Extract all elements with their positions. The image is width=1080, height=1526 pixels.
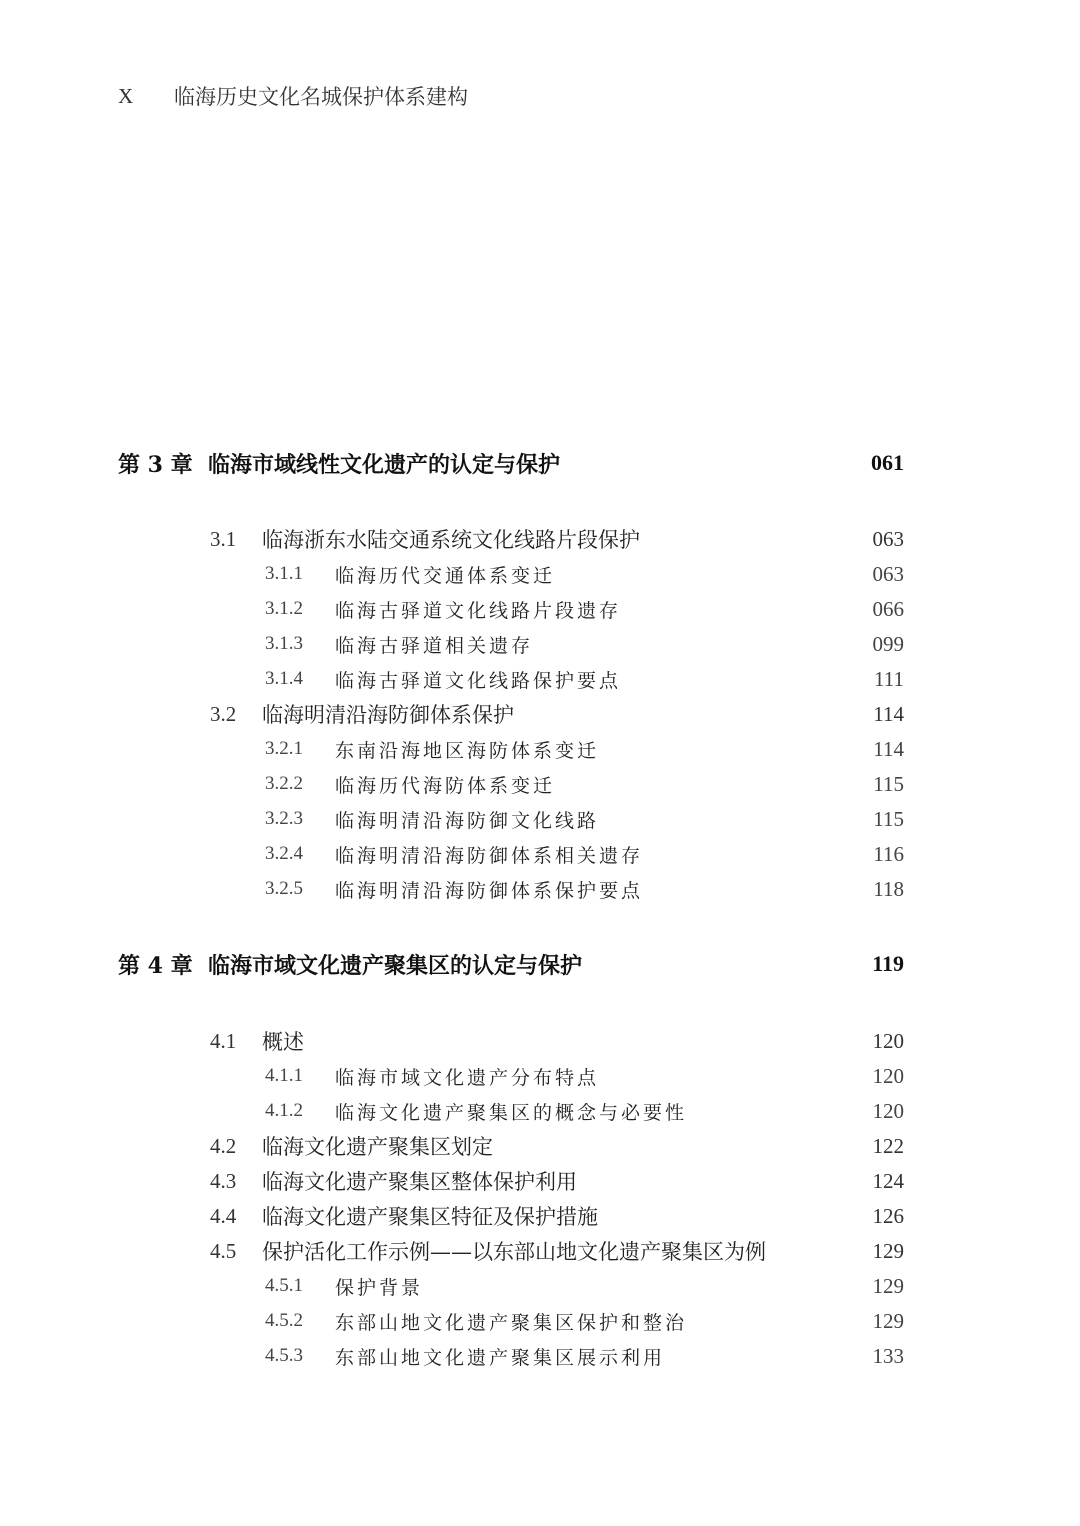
toc-sub-row xyxy=(265,872,904,906)
toc-sub-row xyxy=(265,592,904,626)
toc-entry-number: 3.2.2 xyxy=(265,773,303,794)
toc-entry-number: 4.2 xyxy=(210,1133,237,1158)
toc-entry-page: 115 xyxy=(873,806,904,831)
toc-entry-page: 118 xyxy=(873,876,904,901)
toc-entry-title: 临海浙东水陆交通系统文化线路片段保护 xyxy=(262,528,640,552)
toc-entry-title: 临海市域文化遗产聚集区的认定与保护 xyxy=(208,952,583,979)
toc-entry-page: 114 xyxy=(873,701,904,726)
page-folio: X xyxy=(118,83,134,108)
toc-entry-page: 122 xyxy=(872,1133,904,1158)
toc-entry-title: 临海明清沿海防御体系相关遗存 xyxy=(335,844,644,867)
toc-entry-number: 3.1.4 xyxy=(265,668,303,689)
toc-chapter-row xyxy=(118,944,904,984)
toc-entry-number: 4.5.2 xyxy=(265,1310,303,1331)
toc-section-row xyxy=(210,1199,904,1233)
toc-chapter-row xyxy=(118,443,904,483)
toc-entry-title: 保护活化工作示例——以东部山地文化遗产聚集区为例 xyxy=(262,1240,766,1264)
toc-entry-title: 东南沿海地区海防体系变迁 xyxy=(335,739,600,762)
toc-entry-title: 临海明清沿海防御文化线路 xyxy=(335,809,600,832)
toc-entry-page: 099 xyxy=(872,631,904,656)
toc-entry-page: 124 xyxy=(872,1168,904,1193)
toc-entry-page: 115 xyxy=(873,771,904,796)
toc-section-row xyxy=(210,1234,904,1268)
toc-entry-number: 3.2.4 xyxy=(265,843,303,864)
toc-entry-title: 临海文化遗产聚集区的概念与必要性 xyxy=(335,1101,688,1124)
toc-entry-page: 126 xyxy=(872,1203,904,1228)
toc-entry-number: 3.2.3 xyxy=(265,808,303,829)
toc-section-row xyxy=(210,1129,904,1163)
toc-entry-number: 3.2.5 xyxy=(265,878,303,899)
running-header xyxy=(118,80,468,112)
toc-entry-page: 120 xyxy=(872,1028,904,1053)
toc-entry-number: 3.1 xyxy=(210,526,237,551)
toc-sub-row xyxy=(265,1339,904,1373)
toc-entry-title: 临海历代海防体系变迁 xyxy=(335,774,556,797)
toc-sub-row xyxy=(265,1304,904,1338)
toc-entry-page: 063 xyxy=(872,526,904,551)
toc-entry-number: 3.1.2 xyxy=(265,598,303,619)
toc-entry-title: 临海古驿道相关遗存 xyxy=(335,634,534,657)
toc-entry-page: 133 xyxy=(872,1343,904,1368)
toc-entry-title: 概述 xyxy=(262,1030,304,1054)
toc-sub-row xyxy=(265,767,904,801)
toc-entry-number: 3.2 xyxy=(210,701,237,726)
toc-sub-row xyxy=(265,627,904,661)
toc-sub-row xyxy=(265,662,904,696)
toc-entry-title: 临海市域文化遗产分布特点 xyxy=(335,1066,600,1089)
toc-sub-row xyxy=(265,557,904,591)
toc-entry-title: 临海明清沿海防御体系保护 xyxy=(262,703,514,727)
book-title: 临海历史文化名城保护体系建构 xyxy=(174,85,468,109)
toc-entry-number: 第 4 章 xyxy=(118,952,193,979)
toc-entry-title: 东部山地文化遗产聚集区保护和整治 xyxy=(335,1311,688,1334)
toc-sub-row xyxy=(265,802,904,836)
toc-entry-page: 066 xyxy=(872,596,904,621)
toc-entry-title: 东部山地文化遗产聚集区展示利用 xyxy=(335,1346,666,1369)
toc-section-row xyxy=(210,522,904,556)
toc-entry-number: 4.1.2 xyxy=(265,1100,303,1121)
toc-entry-title: 临海历代交通体系变迁 xyxy=(335,564,556,587)
toc-entry-page: 120 xyxy=(872,1063,904,1088)
toc-entry-title: 临海文化遗产聚集区整体保护利用 xyxy=(262,1170,577,1194)
toc-entry-title: 保护背景 xyxy=(335,1276,424,1299)
toc-section-row xyxy=(210,1024,904,1058)
toc-entry-page: 114 xyxy=(873,736,904,761)
toc-entry-page: 120 xyxy=(872,1098,904,1123)
toc-entry-number: 4.3 xyxy=(210,1168,237,1193)
toc-entry-title: 临海明清沿海防御体系保护要点 xyxy=(335,879,644,902)
toc-entry-number: 4.5.1 xyxy=(265,1275,303,1296)
toc-entry-number: 3.1.1 xyxy=(265,563,303,584)
toc-sub-row xyxy=(265,732,904,766)
toc-sub-row xyxy=(265,1269,904,1303)
toc-entry-page: 063 xyxy=(872,561,904,586)
toc-entry-page: 129 xyxy=(872,1238,904,1263)
toc-entry-page: 061 xyxy=(871,450,904,475)
toc-entry-number: 4.1 xyxy=(210,1028,237,1053)
toc-entry-page: 111 xyxy=(874,666,904,691)
toc-entry-number: 3.1.3 xyxy=(265,633,303,654)
toc-entry-number: 4.4 xyxy=(210,1203,237,1228)
toc-entry-title: 临海文化遗产聚集区划定 xyxy=(262,1135,493,1159)
toc-entry-page: 116 xyxy=(873,841,904,866)
toc-entry-title: 临海文化遗产聚集区特征及保护措施 xyxy=(262,1205,598,1229)
toc-sub-row xyxy=(265,837,904,871)
toc-entry-number: 4.5 xyxy=(210,1238,237,1263)
toc-section-row xyxy=(210,697,904,731)
toc-entry-number: 4.5.3 xyxy=(265,1345,303,1366)
toc-entry-page: 129 xyxy=(872,1273,904,1298)
toc-entry-number: 4.1.1 xyxy=(265,1065,303,1086)
toc-entry-number: 第 3 章 xyxy=(118,451,193,478)
toc-section-row xyxy=(210,1164,904,1198)
toc-entry-page: 119 xyxy=(872,951,904,976)
toc-entry-number: 3.2.1 xyxy=(265,738,303,759)
toc-entry-page: 129 xyxy=(872,1308,904,1333)
toc-sub-row xyxy=(265,1059,904,1093)
toc-entry-title: 临海古驿道文化线路保护要点 xyxy=(335,669,622,692)
toc-entry-title: 临海古驿道文化线路片段遗存 xyxy=(335,599,622,622)
toc-entry-title: 临海市域线性文化遗产的认定与保护 xyxy=(208,451,561,478)
toc-sub-row xyxy=(265,1094,904,1128)
